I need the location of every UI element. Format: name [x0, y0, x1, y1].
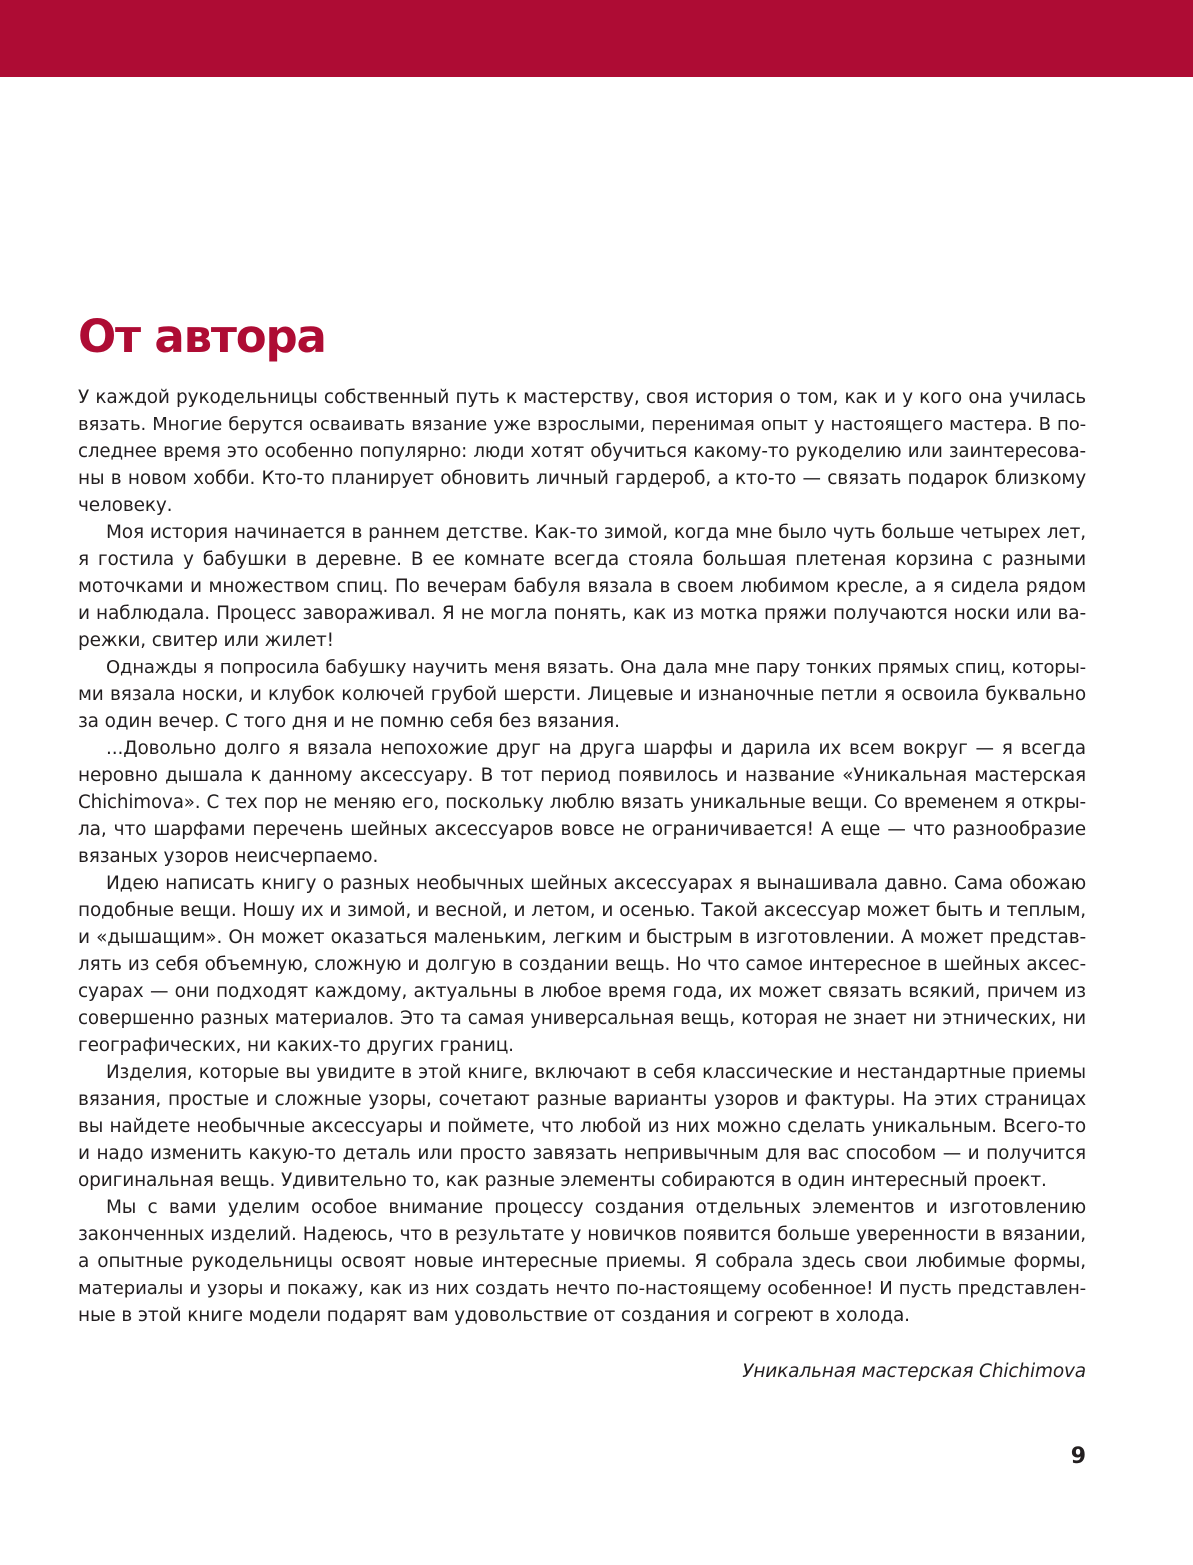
text-line: подобные вещи. Ношу их и зимой, и весной, и летом, и осенью. Такой аксессуар может быть и теплым,: [78, 900, 1086, 921]
text-line: Изделия, которые вы увидите в этой книге, включают в себя классические и нестандартные приемы: [106, 1062, 1086, 1083]
text-line: вы найдете необычные аксессуары и поймете, что любой из них можно сделать уникальным. Всего-то: [78, 1116, 1086, 1137]
paragraph: [78, 654, 1086, 735]
paragraph: [78, 870, 1086, 1059]
text-line: и надо изменить какую-то деталь или просто завязать непривычным для вас способом — и получится: [78, 1143, 1086, 1164]
paragraph: [78, 384, 1086, 519]
text-line: вязания, простые и сложные узоры, сочетают разные варианты узоров и фактуры. На этих страницах: [78, 1089, 1086, 1110]
paragraph: [78, 1059, 1086, 1194]
text-line: Идею написать книгу о разных необычных шейных аксессуарах я вынашивала давно. Сама обожаю: [106, 873, 1086, 894]
text-line: и наблюдала. Процесс завораживал. Я не могла понять, как из мотка пряжи получаются носки или ва-: [78, 603, 1086, 624]
text-line: Моя история начинается в раннем детстве. Как-то зимой, когда мне было чуть больше четырех лет,: [106, 522, 1086, 543]
text-line: Chichimova». С тех пор не меняю его, поскольку люблю вязать уникальные вещи. Со временем я откры-: [78, 792, 1086, 813]
text-line: У каждой рукодельницы собственный путь к мастерству, своя история о том, как и у кого она училась: [78, 387, 1086, 408]
text-line: законченных изделий. Надеюсь, что в результате у новичков появится больше уверенности в вязании,: [78, 1224, 1086, 1245]
text-line: ные в этой книге модели подарят вам удовольствие от создания и согреют в холода.: [78, 1305, 910, 1326]
text-line: за один вечер. С того дня и не помню себя без вязания.: [78, 711, 620, 732]
text-line: вязаных узоров неисчерпаемо.: [78, 846, 379, 867]
text-line: ...Довольно долго я вязала непохожие друг на друга шарфы и дарила их всем вокруг — я всегда: [106, 738, 1086, 759]
text-line: человеку.: [78, 495, 173, 516]
text-line: я гостила у бабушки в деревне. В ее комнате всегда стояла большая плетеная корзина с разными: [78, 549, 1086, 570]
paragraph: [78, 519, 1086, 654]
top-color-band: [0, 0, 1193, 77]
text-line: Мы с вами уделим особое внимание процессу создания отдельных элементов и изготовлению: [106, 1197, 1086, 1218]
body-text: [78, 384, 1086, 1329]
text-line: ми вязала носки, и клубок колючей грубой шерсти. Лицевые и изнаночные петли я освоила буквально: [78, 684, 1086, 705]
text-line: Однажды я попросила бабушку научить меня вязать. Она дала мне пару тонких прямых спиц, которы-: [106, 657, 1086, 678]
text-line: режки, свитер или жилет!: [78, 630, 334, 651]
text-line: и «дышащим». Он может оказаться маленьким, легким и быстрым в изготовлении. А может представ-: [78, 927, 1086, 948]
text-line: следнее время это особенно популярно: люди хотят обучиться какому-то рукоделию или заинтересова-: [78, 441, 1086, 462]
text-line: ны в новом хобби. Кто-то планирует обновить личный гардероб, а кто-то — связать подарок близкому: [78, 468, 1086, 489]
text-line: географических, ни каких-то других границ.: [78, 1035, 514, 1056]
text-line: а опытные рукодельницы освоят новые интересные приемы. Я собрала здесь свои любимые формы,: [78, 1251, 1086, 1272]
page-title: От автора: [78, 310, 326, 363]
text-line: материалы и узоры и покажу, как из них создать нечто по-настоящему особенное! И пусть представлен-: [78, 1278, 1086, 1299]
text-line: оригинальная вещь. Удивительно то, как разные элементы собираются в один интересный проект.: [78, 1170, 1047, 1191]
text-line: ла, что шарфами перечень шейных аксессуаров вовсе не ограничивается! А еще — что разнообразие: [78, 819, 1086, 840]
text-line: вязать. Многие берутся осваивать вязание уже взрослыми, перенимая опыт у настоящего мастера. В по-: [78, 414, 1086, 435]
paragraph: [78, 1194, 1086, 1329]
author-signature: Уникальная мастерская Chichimova: [742, 1361, 1086, 1382]
text-line: лять из себя объемную, сложную и долгую в создании вещь. Но что самое интересное в шейных аксес-: [78, 954, 1086, 975]
text-line: суарах — они подходят каждому, актуальны в любое время года, их может связать всякий, причем из: [78, 981, 1086, 1002]
page-number: 9: [1070, 1444, 1086, 1469]
text-line: неровно дышала к данному аксессуару. В тот период появилось и название «Уникальная мастерская: [78, 765, 1086, 786]
paragraph: [78, 735, 1086, 870]
text-line: моточками и множеством спиц. По вечерам бабуля вязала в своем любимом кресле, а я сидела рядом: [78, 576, 1086, 597]
text-line: совершенно разных материалов. Это та самая универсальная вещь, которая не знает ни этнических, ни: [78, 1008, 1086, 1029]
